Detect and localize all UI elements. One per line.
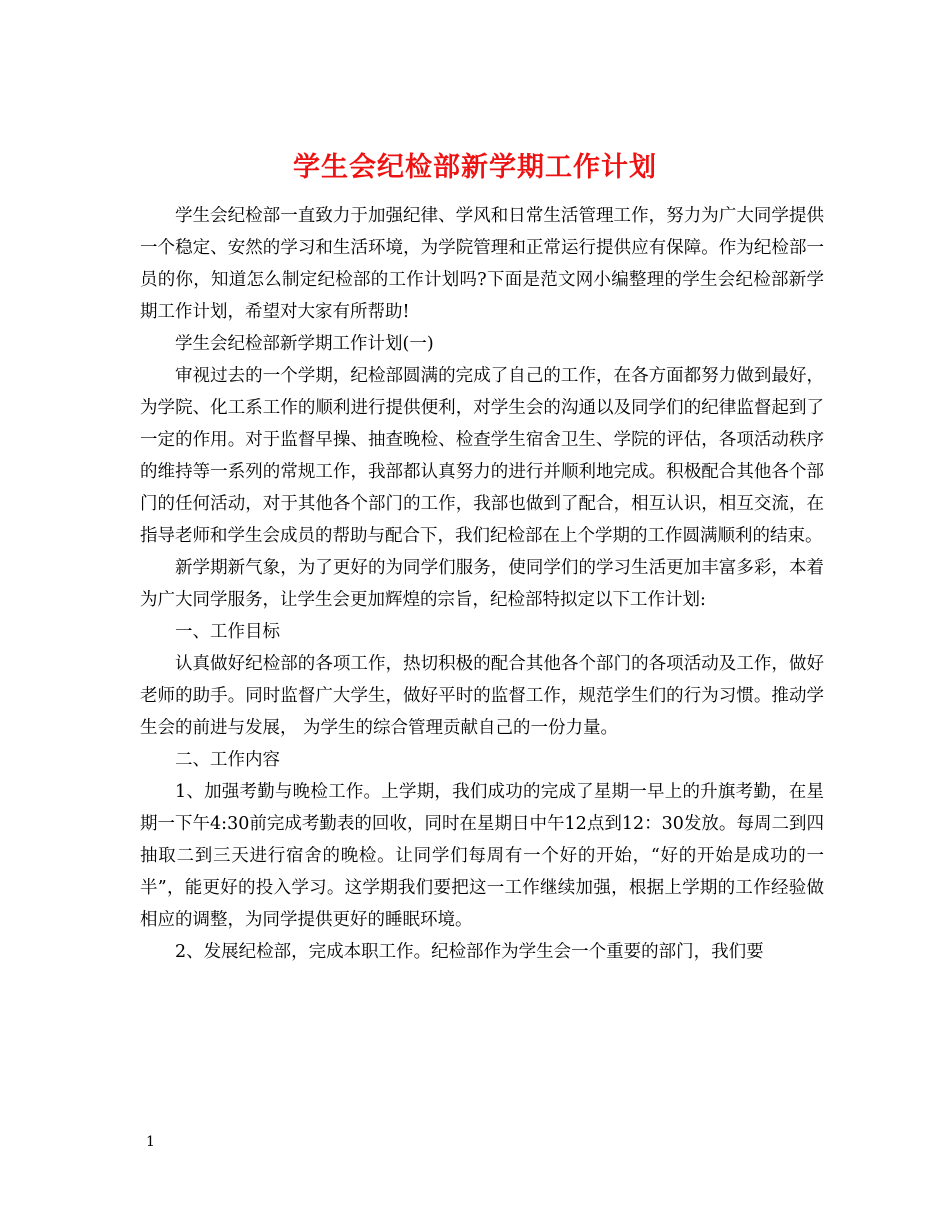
review-paragraph: 审视过去的一个学期，纪检部圆满的完成了自己的工作，在各方面都努力做到最好，为学院、化工系工作的顺利进行提供便利，对学生会的沟通以及同学们的纪律监督起到了一定的作用。对于监督早操、抽查晚检、检查学生宿舍卫生、学院的评估，各项活动秩序的维持等一系列的常规工作，我部都认真努力的进行并顺利地完成。积极配合其他各个部门的任何活动，对于其他各个部门的工作，我部也做到了配合，相互认识，相互交流，在指导老师和学生会成员的帮助与配合下，我们纪检部在上个学期的工作圆满顺利的结束。 bbox=[140, 366, 824, 546]
section-heading-plan-one: 学生会纪检部新学期工作计划(一) bbox=[175, 334, 434, 354]
section-heading-content: 二、工作内容 bbox=[175, 750, 280, 770]
document-title: 学生会纪检部新学期工作计划 bbox=[293, 152, 657, 184]
new-term-paragraph: 新学期新气象，为了更好的为同学们服务，使同学们的学习生活更加丰富多彩，本着为广大同学服务，让学生会更加辉煌的宗旨，纪检部特拟定以下工作计划: bbox=[140, 558, 824, 610]
content-item-2: 2、发展纪检部，完成本职工作。纪检部作为学生会一个重要的部门，我们要 bbox=[175, 942, 764, 962]
content-item-1: 1、加强考勤与晚检工作。上学期，我们成功的完成了星期一早上的升旗考勤，在星期一下午4:30前完成考勤表的回收，同时在星期日中午12点到12：30发放。每周二到四抽取二到三天进行宿舍的晚检。让同学们每周有一个好的开始，“好的开始是成功的一半”，能更好的投入学习。这学期我们要把这一工作继续加强，根据上学期的工作经验做相应的调整，为同学提供更好的睡眠环境。 bbox=[140, 782, 824, 930]
document-body bbox=[140, 200, 824, 968]
section-heading-goals: 一、工作目标 bbox=[175, 622, 280, 642]
goals-paragraph: 认真做好纪检部的各项工作，热切积极的配合其他各个部门的各项活动及工作，做好老师的助手。同时监督广大学生，做好平时的监督工作，规范学生们的行为习惯。推动学生会的前进与发展， 为学生的综合管理贡献自己的一份力量。 bbox=[140, 654, 824, 738]
intro-paragraph: 学生会纪检部一直致力于加强纪律、学风和日常生活管理工作，努力为广大同学提供一个稳定、安然的学习和生活环境，为学院管理和正常运行提供应有保障。作为纪检部一员的你，知道怎么制定纪检部的工作计划吗?下面是范文网小编整理的学生会纪检部新学期工作计划，希望对大家有所帮助! bbox=[140, 206, 824, 322]
page-number: 1 bbox=[146, 1134, 155, 1150]
